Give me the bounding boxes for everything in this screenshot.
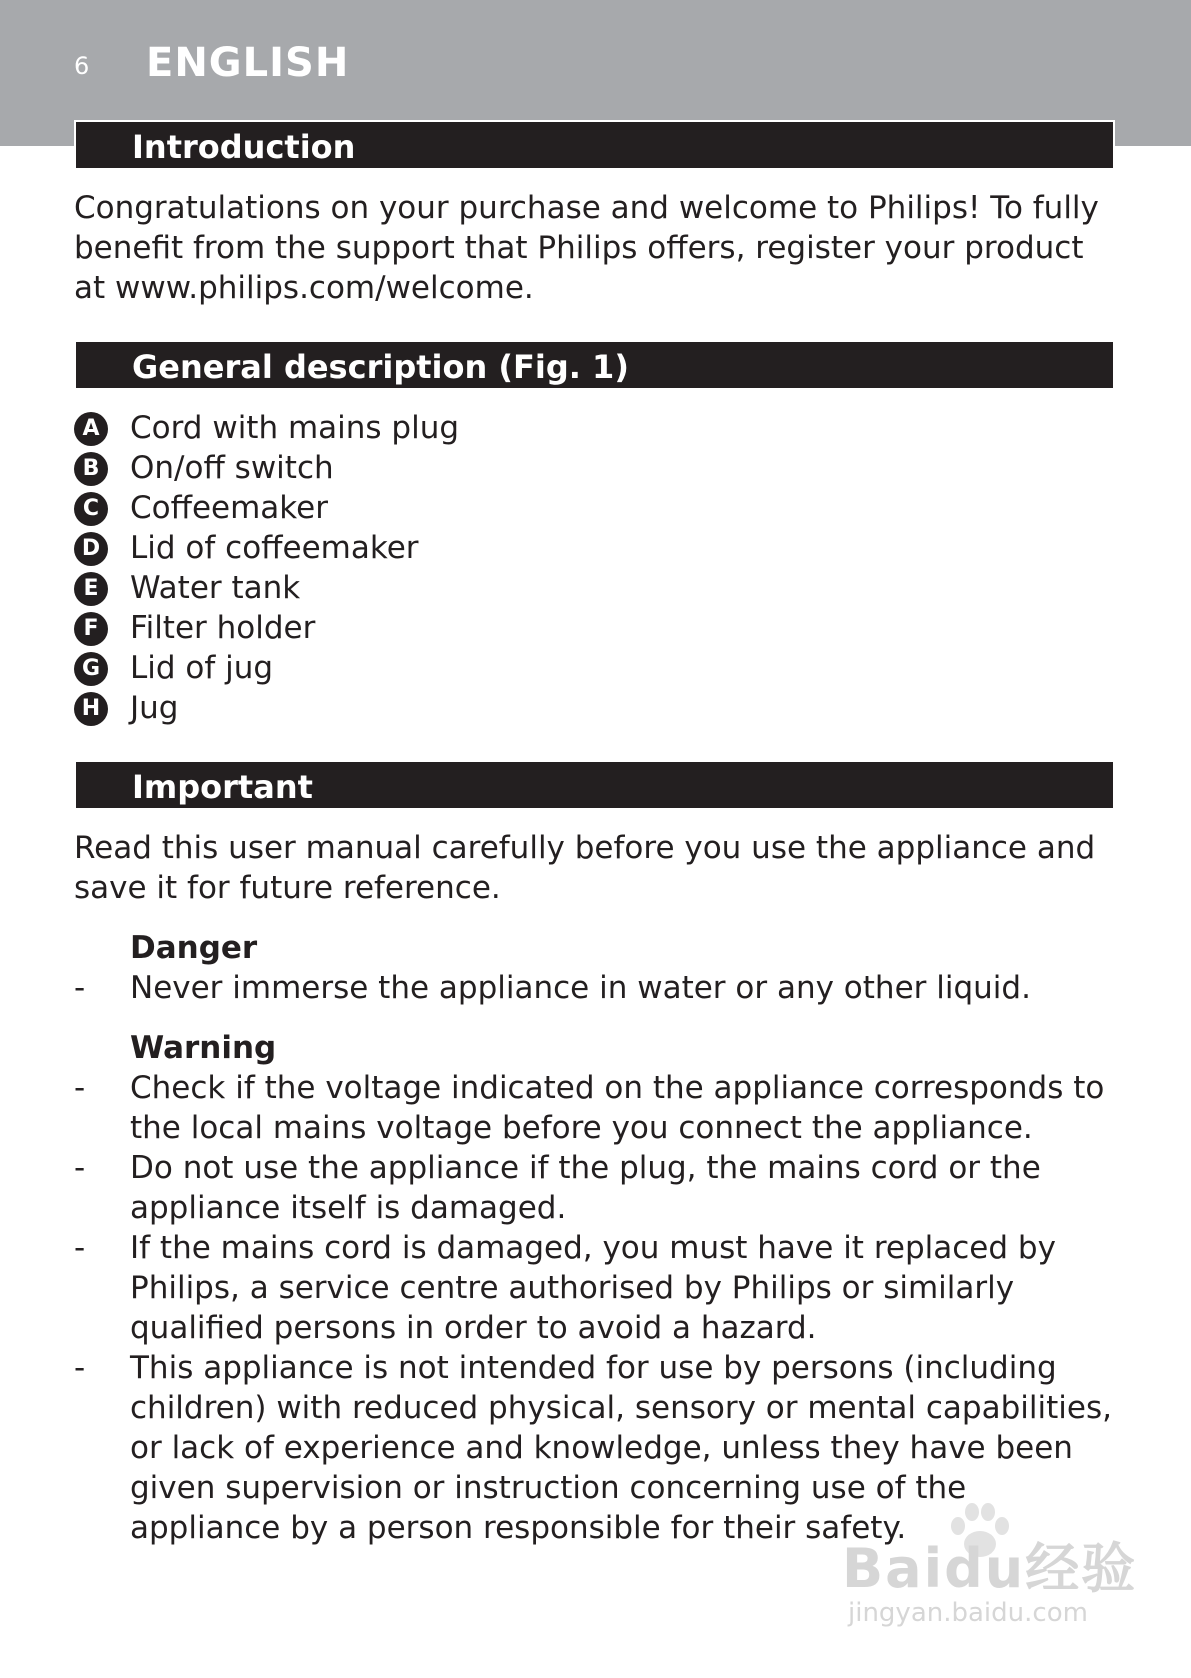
section-title-important: Important [132, 768, 313, 806]
section-bar-important [74, 760, 1115, 810]
part-letter-badge: A [74, 412, 108, 446]
section-bar-introduction [74, 120, 1115, 170]
watermark-site: jingyan.baidu.com [848, 1598, 1088, 1628]
bullet-text: Never immerse the appliance in water or any other liquid. [130, 970, 1031, 1006]
baidu-watermark [842, 1522, 1138, 1632]
part-label: Water tank [130, 570, 301, 606]
part-label: Lid of jug [130, 650, 274, 686]
bullet-text: This appliance is not intended for use by persons (including children) with reduced physical, sensory or mental capabilities, or lack of experience and knowledge, unless they have been given supervision or instruction concerning use of the appliance by a person responsible for their safety. [130, 1350, 1112, 1546]
bullet-dash: - [74, 970, 86, 1006]
part-label: Jug [130, 690, 179, 726]
part-label: Filter holder [130, 610, 316, 646]
part-letter-badge: H [74, 692, 108, 726]
bullet-text: If the mains cord is damaged, you must have it replaced by Philips, a service centre authorised by Philips or similarly qualified persons in order to avoid a hazard. [130, 1230, 1056, 1346]
part-letter-badge: G [74, 652, 108, 686]
danger-heading: Danger [130, 930, 258, 966]
part-label: On/off switch [130, 450, 334, 486]
bullet-text: Do not use the appliance if the plug, the mains cord or the appliance itself is damaged. [130, 1150, 1041, 1226]
section-title-general-description: General description (Fig. 1) [132, 348, 629, 386]
bullet-dash: - [74, 1150, 86, 1186]
bullet-text: Check if the voltage indicated on the appliance corresponds to the local mains voltage before you connect the appliance. [130, 1070, 1105, 1146]
section-bar-general-description [74, 340, 1115, 390]
part-letter-badge: E [74, 572, 108, 606]
warning-heading: Warning [130, 1030, 277, 1066]
part-letter-badge: D [74, 532, 108, 566]
part-letter-badge: C [74, 492, 108, 526]
bullet-dash: - [74, 1070, 86, 1106]
page-number: 6 [74, 52, 90, 80]
language-heading: ENGLISH [146, 40, 350, 86]
part-label: Cord with mains plug [130, 410, 460, 446]
part-label: Coffeemaker [130, 490, 328, 526]
part-letter-badge: B [74, 452, 108, 486]
bullet-dash: - [74, 1350, 86, 1386]
part-label: Lid of coffeemaker [130, 530, 419, 566]
watermark-brand: Baidu经验 [842, 1537, 1138, 1600]
important-paragraph: Read this user manual carefully before you use the appliance and save it for future reference. [74, 830, 1096, 906]
bullet-dash: - [74, 1230, 86, 1266]
part-letter-badge: F [74, 612, 108, 646]
section-title-introduction: Introduction [132, 128, 356, 166]
introduction-paragraph: Congratulations on your purchase and welcome to Philips! To fully benefit from the support that Philips offers, register your product at www.philips.com/welcome. [74, 190, 1099, 306]
